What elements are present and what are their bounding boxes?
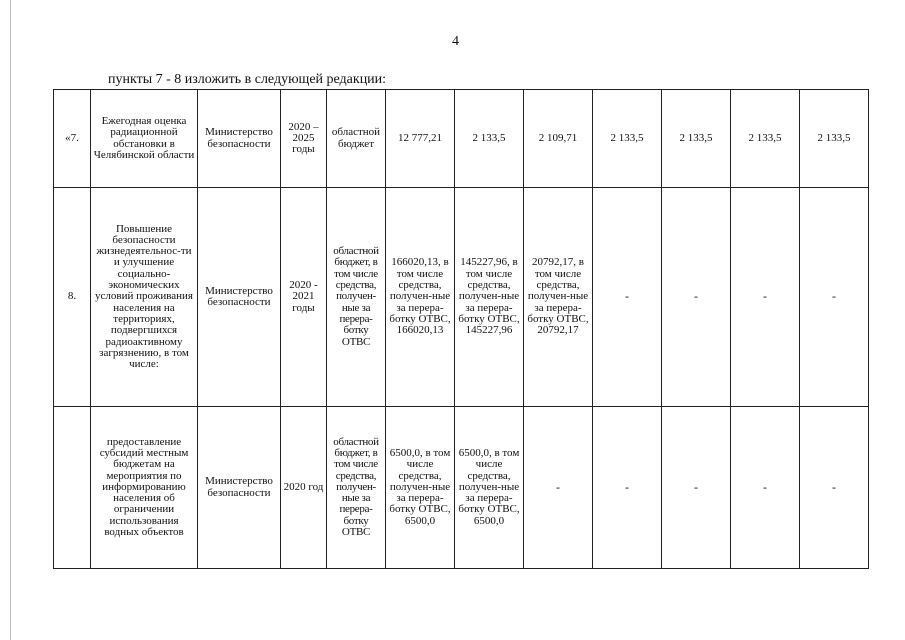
intro-text: пункты 7 - 8 изложить в следующей редакции: [108,72,387,87]
value-cell: 2 109,71 [524,90,593,188]
table-row [54,90,869,188]
value-cell: 6500,0, в том числе средства, получен-ные за перера-ботку ОТВС, 6500,0 [386,407,455,569]
value-cell: - [662,188,731,407]
value-cell: 2 133,5 [593,90,662,188]
value-cell: 20792,17, в том числе средства, получен-ные за перера-ботку ОТВС, 20792,17 [524,188,593,407]
value-cell: - [593,407,662,569]
funding-source: областной бюджет, в том числе средства, получен-ные за перера-ботку ОТВС [327,407,386,569]
value-cell: - [662,407,731,569]
page-number: 4 [452,34,459,49]
period: 2020 год [281,407,327,569]
executor: Министерство безопасности [198,188,281,407]
scan-edge-line [10,0,11,640]
value-cell: - [731,188,800,407]
value-cell: - [593,188,662,407]
funding-source: областной бюджет [327,90,386,188]
funding-source: областной бюджет, в том числе средства, получен-ные за перера-ботку ОТВС [327,188,386,407]
measure-name: Ежегодная оценка радиационной обстановки в Челябинской области [91,90,198,188]
executor: Министерство безопасности [198,407,281,569]
measure-name: предоставление субсидий местным бюджетам на мероприятия по информированию населения об ограничении использования водных объектов [91,407,198,569]
executor: Министерство безопасности [198,90,281,188]
value-cell: 2 133,5 [662,90,731,188]
table-row [54,188,869,407]
program-table [53,89,869,569]
period: 2020 - 2021 годы [281,188,327,407]
value-cell: - [800,407,869,569]
value-cell: - [731,407,800,569]
value-cell: 2 133,5 [455,90,524,188]
value-cell: 166020,13, в том числе средства, получен-ные за перера-ботку ОТВС, 166020,13 [386,188,455,407]
value-cell: 6500,0, в том числе средства, получен-ные за перера-ботку ОТВС, 6500,0 [455,407,524,569]
row-number [54,407,91,569]
value-cell: 2 133,5 [731,90,800,188]
value-cell: 145227,96, в том числе средства, получен-ные за перера-ботку ОТВС, 145227,96 [455,188,524,407]
value-cell: 12 777,21 [386,90,455,188]
value-cell: - [524,407,593,569]
value-cell: - [800,188,869,407]
period: 2020 – 2025 годы [281,90,327,188]
measure-name: Повышение безопасности жизнедеятельнос-ти и улучшение социально-экономических условий проживания населения на территориях, подвергшихся радиоактивному загрязнению, в том числе: [91,188,198,407]
row-number: «7. [54,90,91,188]
table-row [54,407,869,569]
row-number: 8. [54,188,91,407]
value-cell: 2 133,5 [800,90,869,188]
